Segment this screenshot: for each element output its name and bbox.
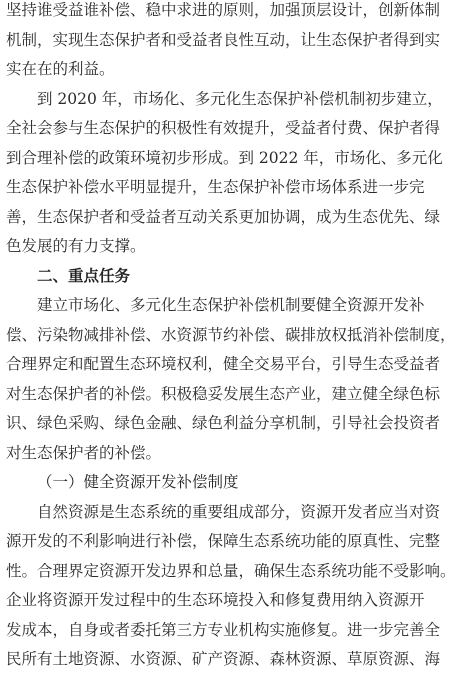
text-line: 坚持谁受益谁补偿、稳中求进的原则，加强顶层设计，创新体制 (6, 1, 441, 19)
text-line: 善，生态保护者和受益者互动关系更加协调，成为生态优先、绿 (6, 207, 441, 226)
text-line: 发成本，自身或者委托第三方专业机构实施修复。进一步完善全 (6, 620, 441, 639)
text-line: 机制，实现生态保护者和受益者良性互动，让生态保护者得到实 (6, 30, 441, 49)
text-line: 源开发的不利影响进行补偿，保障生态系统功能的原真性、完整 (6, 532, 441, 550)
tasks-paragraph (6, 291, 456, 468)
text-line: 企业将资源开发过程中的生态环境投入和修复费用纳入资源开 (6, 591, 425, 609)
text-line: 偿、污染物减排补偿、水资源节约补偿、碳排放权抵消补偿制度， (6, 325, 456, 344)
section-heading: 二、重点任务 (37, 266, 131, 285)
text-line: 民所有土地资源、水资源、矿产资源、森林资源、草原资源、海 (6, 650, 441, 668)
subsection-heading: （一）健全资源开发补偿制度 (37, 473, 239, 491)
text-line: 到 2020 年，市场化、多元化生态保护补偿机制初步建立， (37, 89, 443, 108)
text-line: 到合理补偿的政策环境初步形成。到 2022 年，市场化、多元化 (6, 148, 443, 167)
text-line: 合理界定和配置生态环境权利，健全交易平台，引导生态受益者 (6, 355, 441, 373)
text-line: 自然资源是生态系统的重要组成部分，资源开发者应当对资 (37, 502, 441, 521)
text-line: 建立市场化、多元化生态保护补偿机制要健全资源开发补 (37, 296, 425, 314)
text-line: 实在在的利益。 (6, 60, 115, 78)
text-line: 全社会参与生态保护的积极性有效提升，受益者付费、保护者得 (6, 119, 441, 137)
text-line: 对生态保护者的补偿。积极稳妥发展生态产业，建立健全绿色标 (6, 384, 441, 403)
text-line: 识、绿色采购、绿色金融、绿色利益分享机制，引导社会投资者 (6, 414, 441, 432)
text-line: 性。合理界定资源开发边界和总量，确保生态系统功能不受影响。 (6, 561, 456, 580)
text-line: 对生态保护者的补偿。 (6, 443, 162, 462)
intro-paragraph (6, 0, 441, 85)
goals-paragraph (6, 85, 443, 262)
text-line: 生态保护补偿水平明显提升，生态保护补偿市场体系进一步完 (6, 178, 425, 196)
resource-paragraph (6, 498, 456, 675)
text-line: 色发展的有力支撑。 (6, 237, 146, 255)
